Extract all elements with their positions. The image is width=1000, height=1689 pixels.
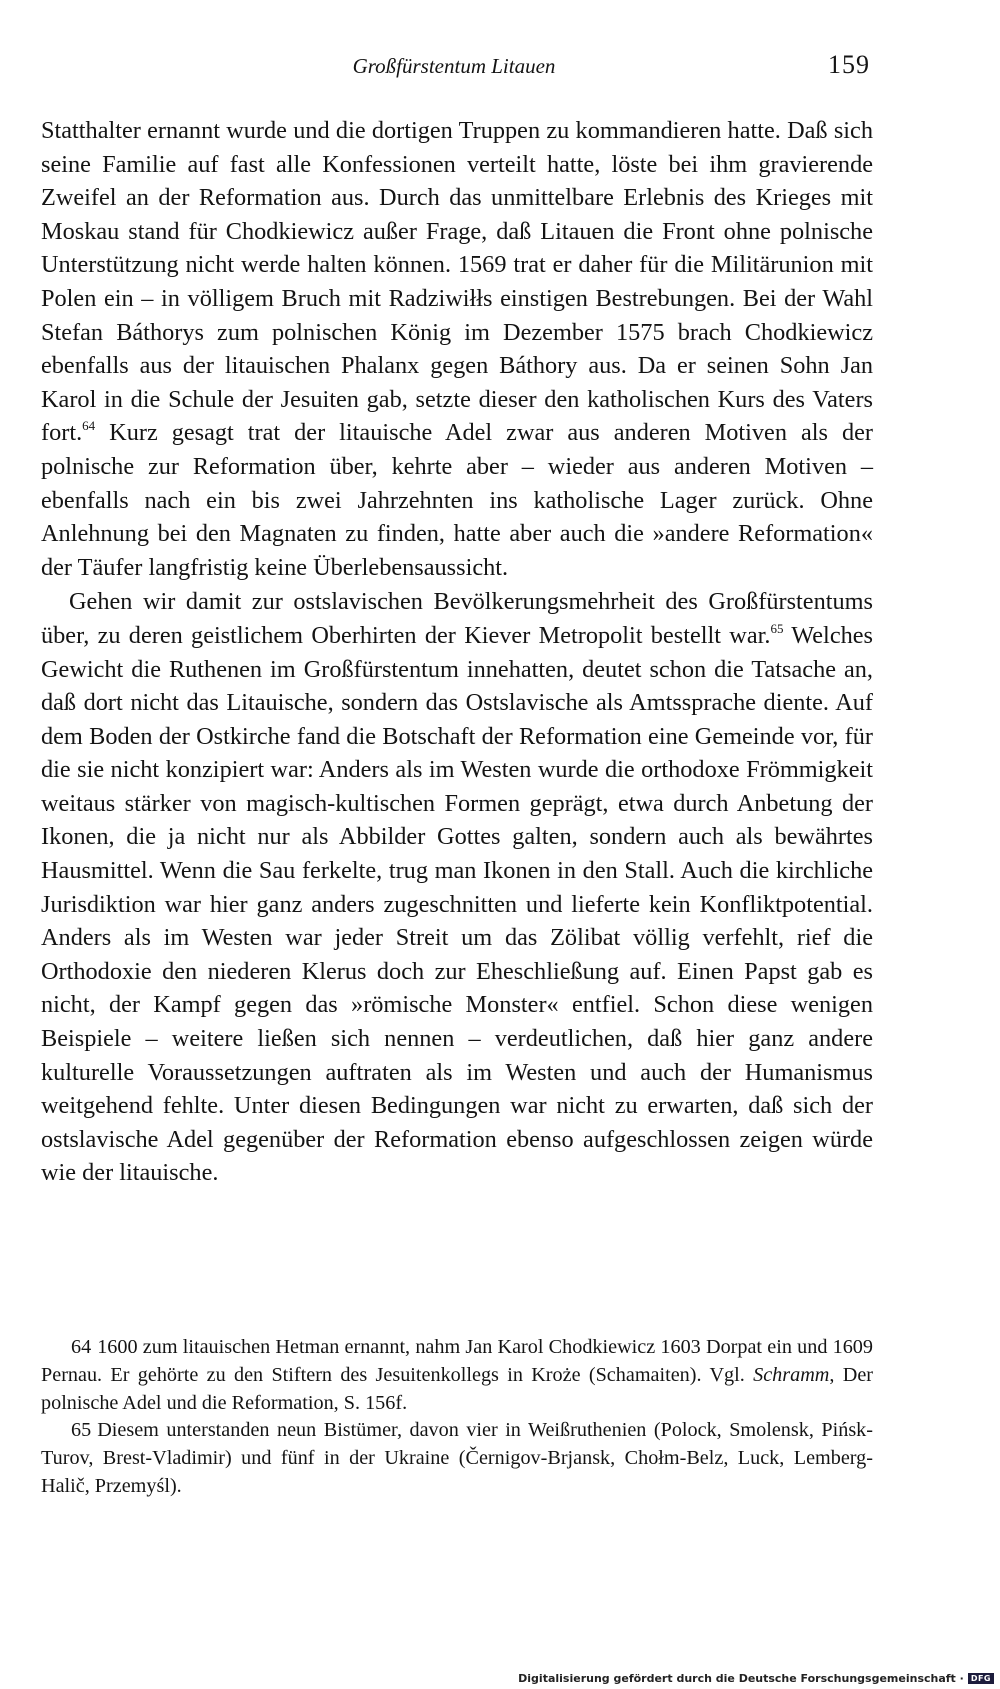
footnote-text: , Der polnische Adel und die Reformation, S. 156f. [41,1363,873,1414]
paragraph-text: Statthalter ernannt wurde und die dortigen Truppen zu kommandieren hatte. Daß sich seine Familie auf fast alle Konfessionen verteilt hatte, löste bei ihm gravierende Zweifel an der Reformation aus. Durch das unmittelbare Erlebnis des Krieges mit Moskau stand für Chodkiewicz außer Frage, daß Litauen die Front ohne polnische Unterstützung nicht werde halten können. 1569 trat er daher für die Militärunion mit Polen ein – in völligem Bruch mit Radziwiłłs einstigen Bestrebungen. Bei der Wahl Stefan Báthorys zum polnischen König im Dezember 1575 brach Chodkiewicz ebenfalls aus der litauischen Phalanx gegen Báthory aus. Da er seinen Sohn Jan Karol in die Schule der Jesuiten gab, setzte dieser den katholischen Kurs des Vaters fort. [41,117,873,447]
footnote-number: 65 [71,1419,92,1442]
digitization-footer [518,1672,994,1685]
body-paragraph [41,585,873,1190]
footnote-text: 1600 zum litauischen Hetman ernannt, nahm Jan Karol Chodkiewicz 1603 Dorpat ein und 1609 Pernau. Er gehörte zu den Stiftern des Jesuitenkollegs in Kroże (Schamaiten). Vgl. [41,1336,873,1386]
footnote [41,1334,873,1417]
dfg-logo: DFG [968,1673,994,1684]
body-paragraph [41,114,873,584]
digitization-note: Digitalisierung gefördert durch die Deutsche Forschungsgemeinschaft · [518,1672,964,1685]
footnote-reference[interactable]: 65 [770,620,784,636]
body-text [41,114,873,1190]
footnote-number: 64 [71,1336,92,1358]
page-header [38,50,870,90]
footnote-text: Diesem unterstanden neun Bistümer, davon vier in Weißruthenien (Polock, Smolensk, Pińsk-Turov, Brest-Vladimir) und fünf in der Ukraine (Černigov-Brjansk, Chołm-Belz, Luck, Lemberg-Halič, Przemyśl). [41,1419,873,1497]
page-number: 159 [828,50,870,79]
paragraph-text: Kurz gesagt trat der litauische Adel zwar aus anderen Motiven als der polnische zur Reformation über, kehrte aber – wieder aus anderen Motiven – ebenfalls nach ein bis zwei Jahrzehnten ins katholische Lager zurück. Ohne Anlehnung bei den Magnaten zu finden, hatte aber auch die »andere Reformation« der Täufer langfristig keine Überlebensaussicht. [41,419,873,581]
paragraph-text: Gehen wir damit zur ostslavischen Bevölkerungsmehrheit des Großfürstentums über, zu deren geistlichem Oberhirten der Kiever Metropolit bestellt war. [41,588,873,649]
footnote [41,1417,873,1500]
footnote-reference[interactable]: 64 [82,418,96,434]
footnote-author: Schramm [753,1363,830,1386]
footnotes [41,1334,873,1501]
running-title: Großfürstentum Litauen [352,54,556,78]
paragraph-text: Welches Gewicht die Ruthenen im Großfürstentum innehatten, deutet schon die Tatsache an, daß dort nicht das Litauische, sondern das Ostslavische als Amtssprache diente. Auf dem Boden der Ostkirche fand die Botschaft der Reformation eine Gemeinde vor, für die sie nicht konzipiert war: Anders als im Westen wurde die orthodoxe Frömmigkeit weitaus stärker von magisch-kultischen Formen geprägt, etwa durch Anbetung der Ikonen, die ja nicht nur als Abbilder Gottes galten, sondern auch als bewährtes Hausmittel. Wenn die Sau ferkelte, trug man Ikonen in den Stall. Auch die kirchliche Jurisdiktion war hier ganz anders zugeschnitten und lieferte kein Konfliktpotential. Anders als im Westen war jeder Streit um das Zölibat völlig verfehlt, rief die Orthodoxie den niederen Klerus doch zur Eheschließung auf. Einen Papst gab es nicht, der Kampf gegen das »römische Monster« entfiel. Schon diese wenigen Beispiele – weitere ließen sich nennen – verdeutlichen, daß hier ganz andere kulturelle Voraussetzungen auftraten als im Westen und auch der Humanismus weitgehend fehlte. Unter diesen Bedingungen war nicht zu erwarten, daß sich der ostslavische Adel gegenüber der Reformation ebenso aufgeschlossen zeigen würde wie der litauische. [41,621,873,1187]
